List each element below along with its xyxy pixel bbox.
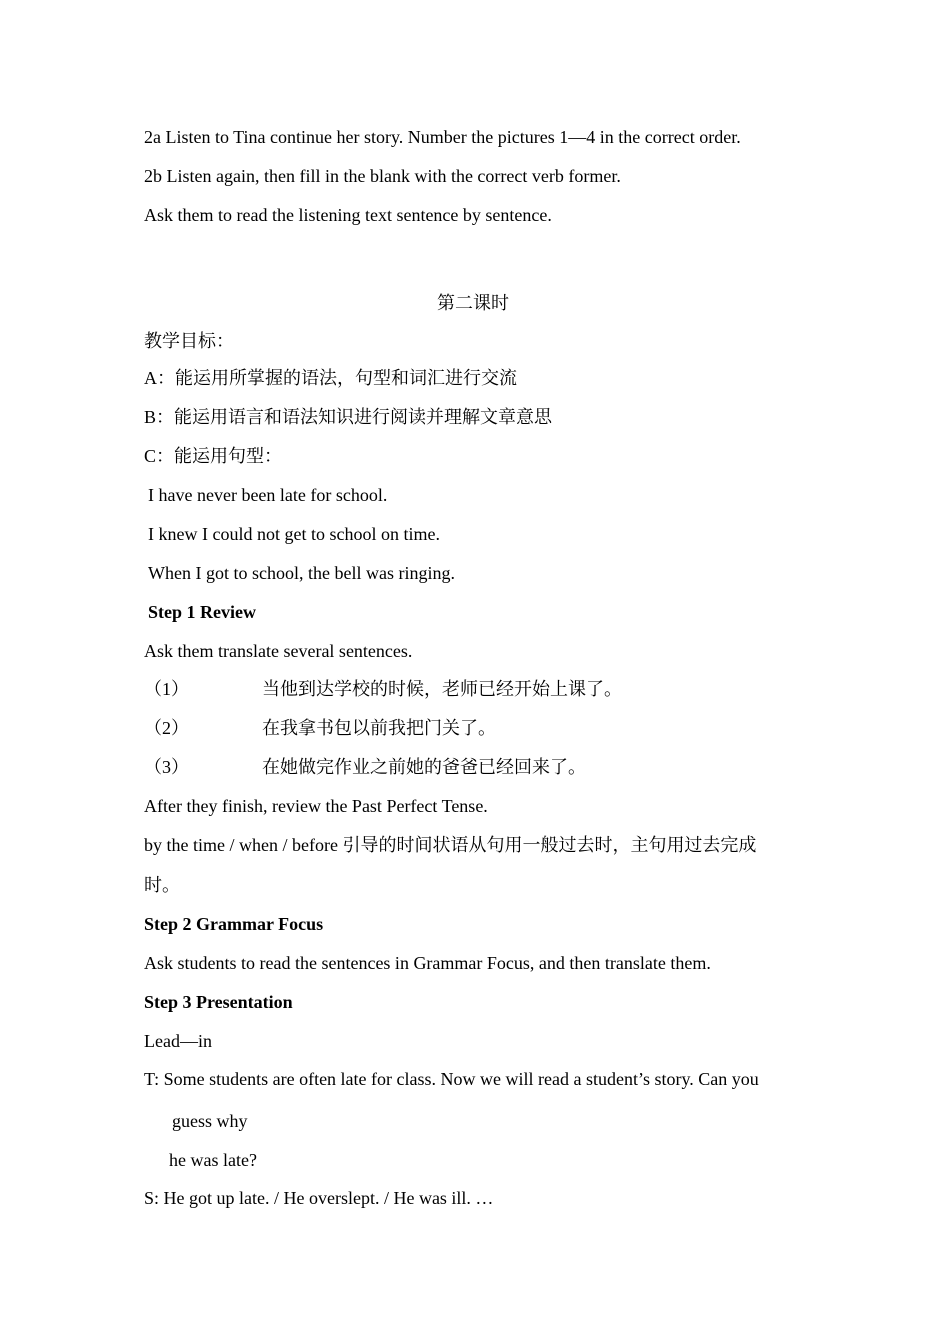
sentence-pattern-1: I have never been late for school. <box>148 485 388 505</box>
step3-heading: Step 3 Presentation <box>144 992 293 1012</box>
sentence-pattern-2: I knew I could not get to school on time. <box>148 524 440 544</box>
translation-text: 当他到达学校的时候，老师已经开始上课了。 <box>262 679 622 699</box>
goal-b: B：能运用语言和语法知识进行阅读并理解文章意思 <box>144 407 553 427</box>
goal-a: A：能运用所掌握的语法，句型和词汇进行交流 <box>144 368 517 388</box>
translation-item <box>144 678 622 700</box>
teacher-line-cont: guess why <box>172 1111 248 1131</box>
sentence-pattern-3: When I got to school, the bell was ringing. <box>148 563 455 583</box>
activity-2a: 2a Listen to Tina continue her story. Number the pictures 1—4 in the correct order. <box>144 127 741 147</box>
instruction-translate: Ask them translate several sentences. <box>144 641 413 661</box>
instruction-read-text: Ask them to read the listening text sentence by sentence. <box>144 205 552 225</box>
step1-heading: Step 1 Review <box>148 602 256 622</box>
goals-heading: 教学目标： <box>144 331 234 351</box>
step2-heading: Step 2 Grammar Focus <box>144 914 324 934</box>
student-line: S: He got up late. / He overslept. / He was ill. … <box>144 1188 494 1208</box>
lesson-title: 第二课时 <box>437 293 509 313</box>
teacher-line-cont: he was late? <box>169 1150 257 1170</box>
translation-number: （2） <box>144 718 189 738</box>
translation-number: （3） <box>144 757 189 777</box>
goal-c: C：能运用句型： <box>144 446 283 466</box>
translation-item <box>144 717 496 739</box>
grammar-rule-line2: 时。 <box>144 875 180 895</box>
grammar-rule-line1: by the time / when / before 引导的时间状语从句用一般过去时，主句用过去完成 <box>144 835 757 855</box>
instruction-grammar-focus: Ask students to read the sentences in Grammar Focus, and then translate them. <box>144 953 711 973</box>
translation-item <box>144 756 586 778</box>
activity-2b: 2b Listen again, then fill in the blank with the correct verb former. <box>144 166 621 186</box>
teacher-line: T: Some students are often late for class. Now we will read a student’s story. Can you <box>144 1069 759 1089</box>
lead-in: Lead—in <box>144 1031 212 1051</box>
translation-number: （1） <box>144 679 189 699</box>
translation-text: 在我拿书包以前我把门关了。 <box>262 718 496 738</box>
review-instruction: After they finish, review the Past Perfect Tense. <box>144 796 488 816</box>
translation-text: 在她做完作业之前她的爸爸已经回来了。 <box>262 757 586 777</box>
